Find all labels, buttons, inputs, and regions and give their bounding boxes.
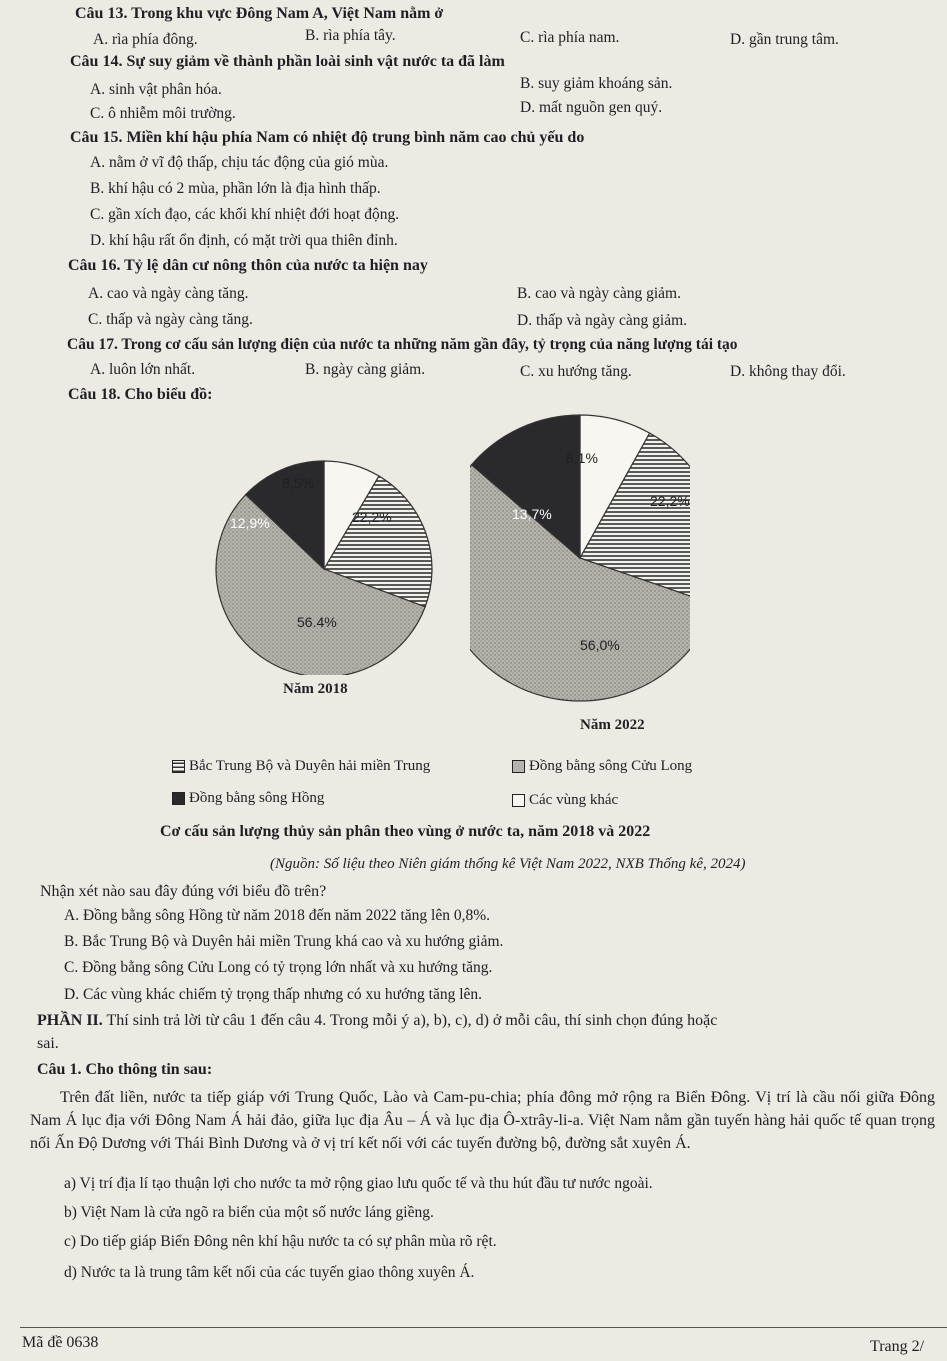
legend-label-dbsh: Đồng bằng sông Hồng (189, 790, 325, 806)
legend-swatch-btb (172, 760, 185, 773)
q14-option-d: D. mất nguồn gen quý. (520, 99, 663, 116)
legend-item-btb (172, 758, 430, 775)
pie-2022-label-dbscl: 56,0% (580, 637, 620, 653)
legend-label-btb: Bắc Trung Bộ và Duyên hải miền Trung (189, 758, 431, 774)
q16-option-c: C. thấp và ngày càng tăng. (88, 311, 253, 328)
chart-title: Cơ cấu sản lượng thủy sản phân theo vùng ở nước ta, năm 2018 và 2022 (160, 823, 651, 840)
pie-2018-label-dbsh: 12,9% (230, 515, 270, 531)
legend-item-dbsh (172, 790, 324, 807)
chart-source: (Nguồn: Số liệu theo Niên giám thống kê Việt Nam 2022, NXB Thống kê, 2024) (270, 856, 746, 872)
q18-option-b: B. Bắc Trung Bộ và Duyên hải miền Trung khá cao và xu hướng giảm. (64, 933, 504, 950)
q17-option-d: D. không thay đổi. (730, 363, 846, 380)
q15-stem: Câu 15. Miền khí hậu phía Nam có nhiệt độ trung bình năm cao chủ yếu do (70, 129, 585, 146)
q15-option-a: A. nằm ở vĩ độ thấp, chịu tác động của gió mùa. (90, 154, 389, 171)
q17-option-a: A. luôn lớn nhất. (90, 361, 196, 378)
q13-stem: Câu 13. Trong khu vực Đông Nam A, Việt Nam nằm ở (75, 5, 444, 22)
part2-q1-statement-a: a) Vị trí địa lí tạo thuận lợi cho nước ta mở rộng giao lưu quốc tế và thu hút đầu tư nước ngoài. (64, 1175, 653, 1192)
pie-2018-label-dbscl: 56.4% (297, 614, 337, 630)
pie-2022-year: Năm 2022 (580, 717, 645, 733)
part2-q1-title: Câu 1. Cho thông tin sau: (37, 1061, 213, 1078)
q13-option-a: A. rìa phía đông. (93, 31, 198, 48)
part2-q1-statement-c: c) Do tiếp giáp Biển Đông nên khí hậu nước ta có sự phân mùa rõ rệt. (64, 1233, 497, 1250)
pie-chart-2018 (200, 455, 445, 675)
q14-option-a: A. sinh vật phân hóa. (90, 81, 222, 98)
footer-divider (20, 1327, 947, 1328)
q18-option-d: D. Các vùng khác chiếm tỷ trọng thấp nhưng có xu hướng tăng lên. (64, 986, 483, 1003)
q14-option-b: B. suy giảm khoáng sản. (520, 75, 673, 92)
pie-2022-label-others: 8,1% (566, 450, 598, 466)
q15-option-d: D. khí hậu rất ổn định, có mặt trời qua thiên đỉnh. (90, 232, 398, 249)
q17-option-c: C. xu hướng tăng. (520, 363, 632, 380)
legend-label-others: Các vùng khác (529, 792, 619, 808)
legend-item-dbscl (512, 758, 692, 775)
q16-option-a: A. cao và ngày càng tăng. (88, 285, 249, 302)
page-number: Trang 2/ (870, 1338, 925, 1355)
pie-2018-label-btb: 22,2% (352, 509, 392, 525)
pie-2018-label-others: 8,5% (282, 475, 314, 491)
q16-option-d: D. thấp và ngày càng giảm. (517, 312, 688, 329)
q16-stem: Câu 16. Tỷ lệ dân cư nông thôn của nước ta hiện nay (68, 257, 428, 274)
q18-option-a: A. Đồng bằng sông Hồng từ năm 2018 đến năm 2022 tăng lên 0,8%. (64, 907, 490, 924)
part2-q1-statement-b: b) Việt Nam là cửa ngõ ra biển của một số nước láng giềng. (64, 1204, 434, 1221)
q15-option-c: C. gần xích đạo, các khối khí nhiệt đới hoạt động. (90, 206, 400, 223)
q14-option-c: C. ô nhiễm môi trường. (90, 105, 236, 122)
q14-stem: Câu 14. Sự suy giảm về thành phần loài sinh vật nước ta đã làm (70, 53, 505, 70)
legend-label-dbscl: Đồng bằng sông Cửu Long (529, 758, 693, 774)
q16-option-b: B. cao và ngày càng giảm. (517, 285, 681, 302)
q17-stem: Câu 17. Trong cơ cấu sản lượng điện của nước ta những năm gần đây, tỷ trọng của năng lượng tái tạo (67, 336, 738, 353)
pie-2022-label-btb: 22,2% (650, 493, 690, 509)
q17-option-b: B. ngày càng giảm. (305, 361, 426, 378)
part2-heading (37, 1011, 717, 1031)
legend-swatch-dbsh (172, 792, 185, 805)
legend-swatch-dbscl (512, 760, 525, 773)
part2-q1-statement-d: d) Nước ta là trung tâm kết nối của các tuyến giao thông xuyên Á. (64, 1264, 475, 1281)
q13-option-c: C. rìa phía nam. (520, 29, 620, 46)
q18-stem: Câu 18. Cho biểu đồ: (68, 386, 213, 403)
legend-swatch-others (512, 794, 525, 807)
part2-q1-passage: Trên đất liền, nước ta tiếp giáp với Trung Quốc, Lào và Cam-pu-chia; phía đông mở rộng ra Biển Đông. Vị trí là cầu nối giữa Đông Nam Á lục địa với Đông Nam Á hải đảo, giữa lục địa Âu – Á và lục địa Ô-xtrây-li-a. Việt Nam nằm gần tuyến hàng hải quốc tế quan trọng nối Ấn Độ Dương với Thái Bình Dương và ở vị trí kết nối với các tuyến đường bộ, đường sắt xuyên Á. (30, 1089, 935, 1152)
pie-2022-label-dbsh: 13,7% (512, 506, 552, 522)
q18-question: Nhận xét nào sau đây đúng với biểu đồ trên? (40, 883, 327, 900)
part2-heading-tail: sai. (37, 1035, 59, 1052)
q15-option-b: B. khí hậu có 2 mùa, phần lớn là địa hình thấp. (90, 180, 381, 197)
part2-heading-bold: PHẦN II. (37, 1012, 103, 1029)
q18-option-c: C. Đồng bằng sông Cửu Long có tỷ trọng lớn nhất và xu hướng tăng. (64, 959, 493, 976)
q13-option-b: B. rìa phía tây. (305, 27, 396, 44)
q13-option-d: D. gần trung tâm. (730, 31, 839, 48)
exam-code: Mã đề 0638 (22, 1334, 99, 1351)
pie-2018-year: Năm 2018 (283, 681, 348, 697)
legend-item-others (512, 792, 618, 809)
part2-heading-text: Thí sinh trả lời từ câu 1 đến câu 4. Trong mỗi ý a), b), c), d) ở mỗi câu, thí sinh chọn đúng hoặc (102, 1012, 718, 1029)
